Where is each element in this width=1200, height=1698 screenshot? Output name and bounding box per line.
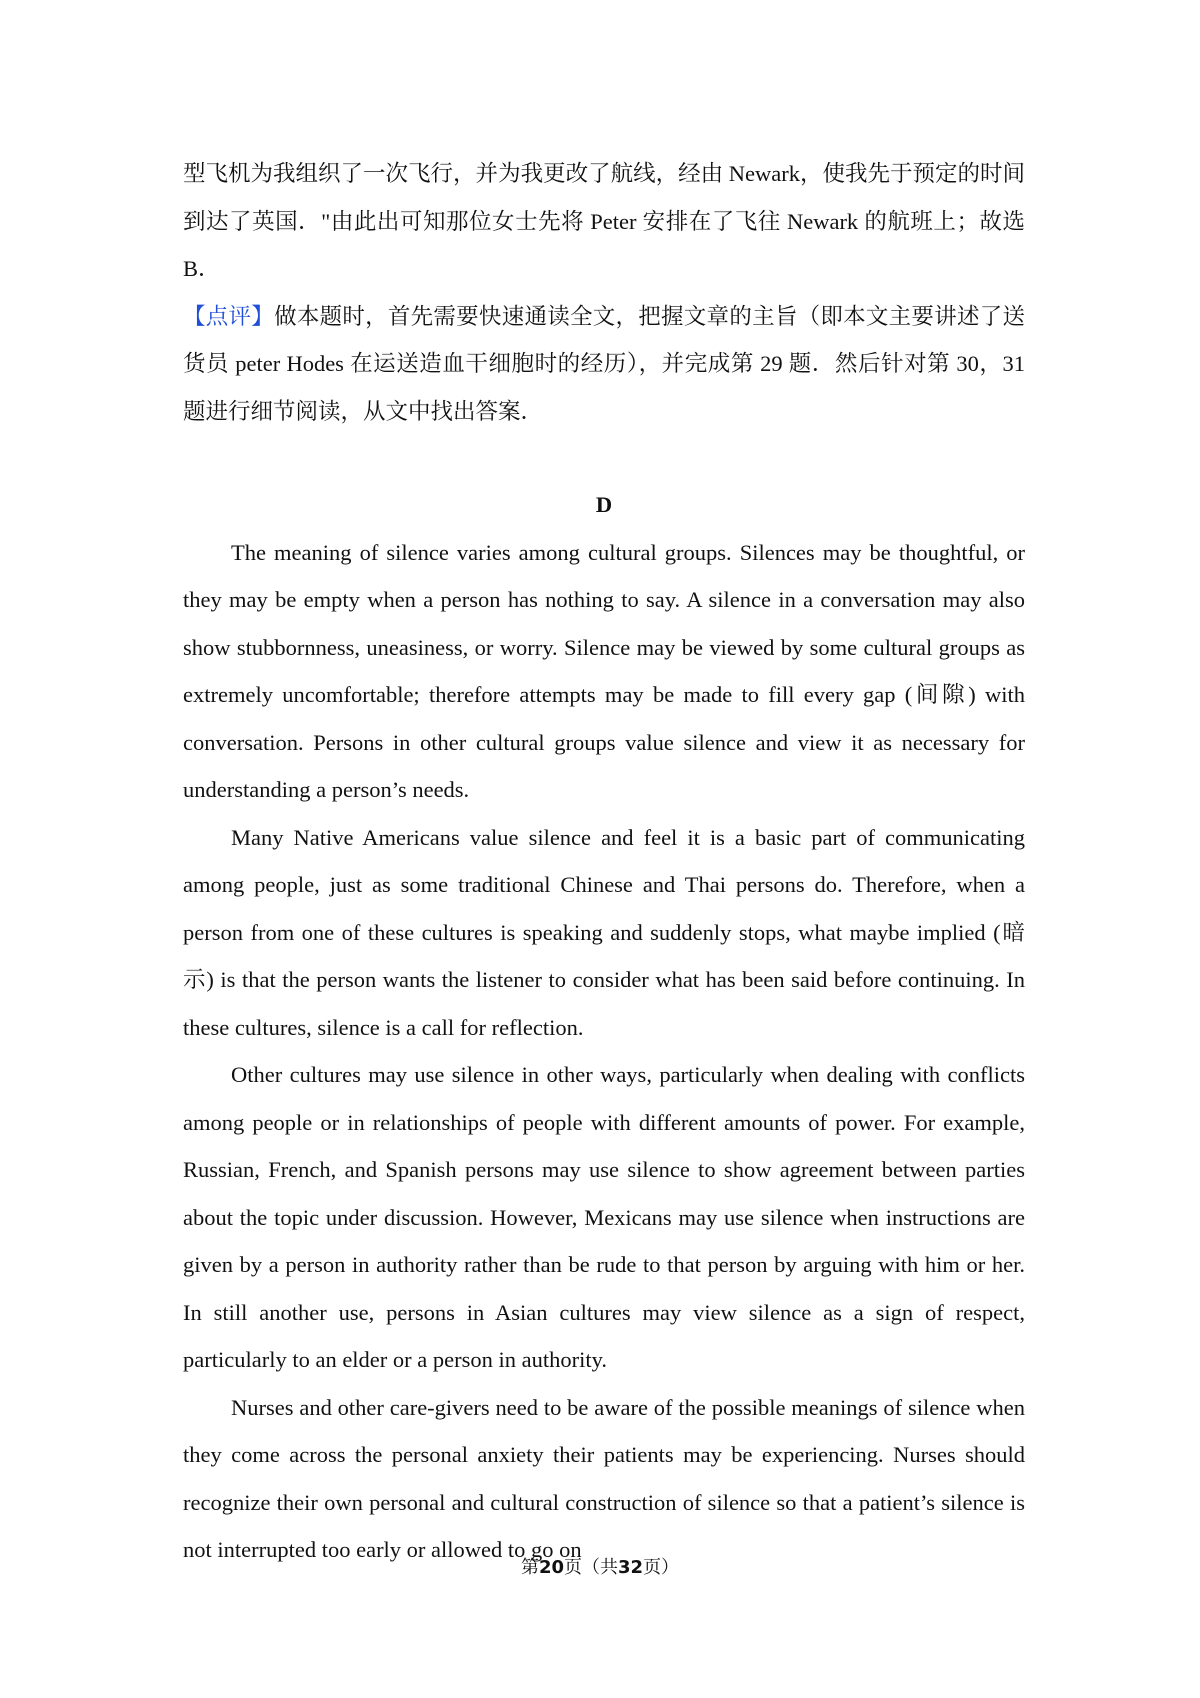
comment-text: 做本题时，首先需要快速通读全文，把握文章的主旨（即本文主要讲述了送货员 peter Hodes 在运送造血干细胞时的经历），并完成第 29 题．然后针对第 30，31 题进行细节阅读，从文中找出答案． — [183, 303, 1025, 424]
passage-paragraph-3: Other cultures may use silence in other ways, particularly when dealing with conflicts among people or in relationships of people with different amounts of power. For example, Russian, French, and Spanish persons may use silence to show agreement between parties about the topic under discussion. However, Mexicans may use silence when instructions are given by a person in authority rather than be rude to that person by arguing with him or her. In still another use, persons in Asian cultures may view silence as a sign of respect, particularly to an elder or a person in authority. — [183, 1062, 1025, 1372]
passage-paragraph-2: Many Native Americans value silence and feel it is a basic part of communicating among people, just as some traditional Chinese and Thai persons do. Therefore, when a person from one of these cultures is speaking and suddenly stops, what maybe implied (暗示) is that the person wants the listener to consider what has been said before continuing. In these cultures, silence is a call for reflection. — [183, 824, 1025, 1040]
footer-middle: 页（共 — [564, 1557, 618, 1578]
passage-paragraph-4: Nurses and other care-givers need to be aware of the possible meanings of silence when they come across the personal anxiety their patients may be experiencing. Nurses should recognize their own personal and cultural construction of silence so that a patient’s silence is not interrupted too early or allowed to go on — [183, 1394, 1025, 1562]
comment-paragraph — [183, 293, 1025, 436]
footer-total-pages: 32 — [618, 1557, 644, 1578]
passage-paragraph-1: The meaning of silence varies among cultural groups. Silences may be thoughtful, or they may be empty when a person has nothing to say. A silence in a conversation may also show stubbornness, uneasiness, or worry. Silence may be viewed by some cultural groups as extremely uncomfortable; therefore attempts may be made to fill every gap (间隙) with conversation. Persons in other cultural groups value silence and view it as necessary for understanding a person’s needs. — [183, 539, 1025, 802]
page-footer — [0, 1556, 1200, 1580]
section-heading: D — [595, 492, 613, 517]
footer-suffix: 页） — [643, 1557, 680, 1578]
footer-page-number: 20 — [538, 1557, 564, 1578]
comment-label: 【点评】 — [183, 303, 275, 329]
document-page — [183, 150, 1025, 1574]
answer-continuation-paragraph: 型飞机为我组织了一次飞行，并为我更改了航线，经由 Newark，使我先于预定的时间到达了英国．"由此出可知那位女士先将 Peter 安排在了飞往 Newark 的航班上；故选 B． — [183, 161, 1025, 281]
footer-prefix: 第 — [520, 1557, 539, 1578]
